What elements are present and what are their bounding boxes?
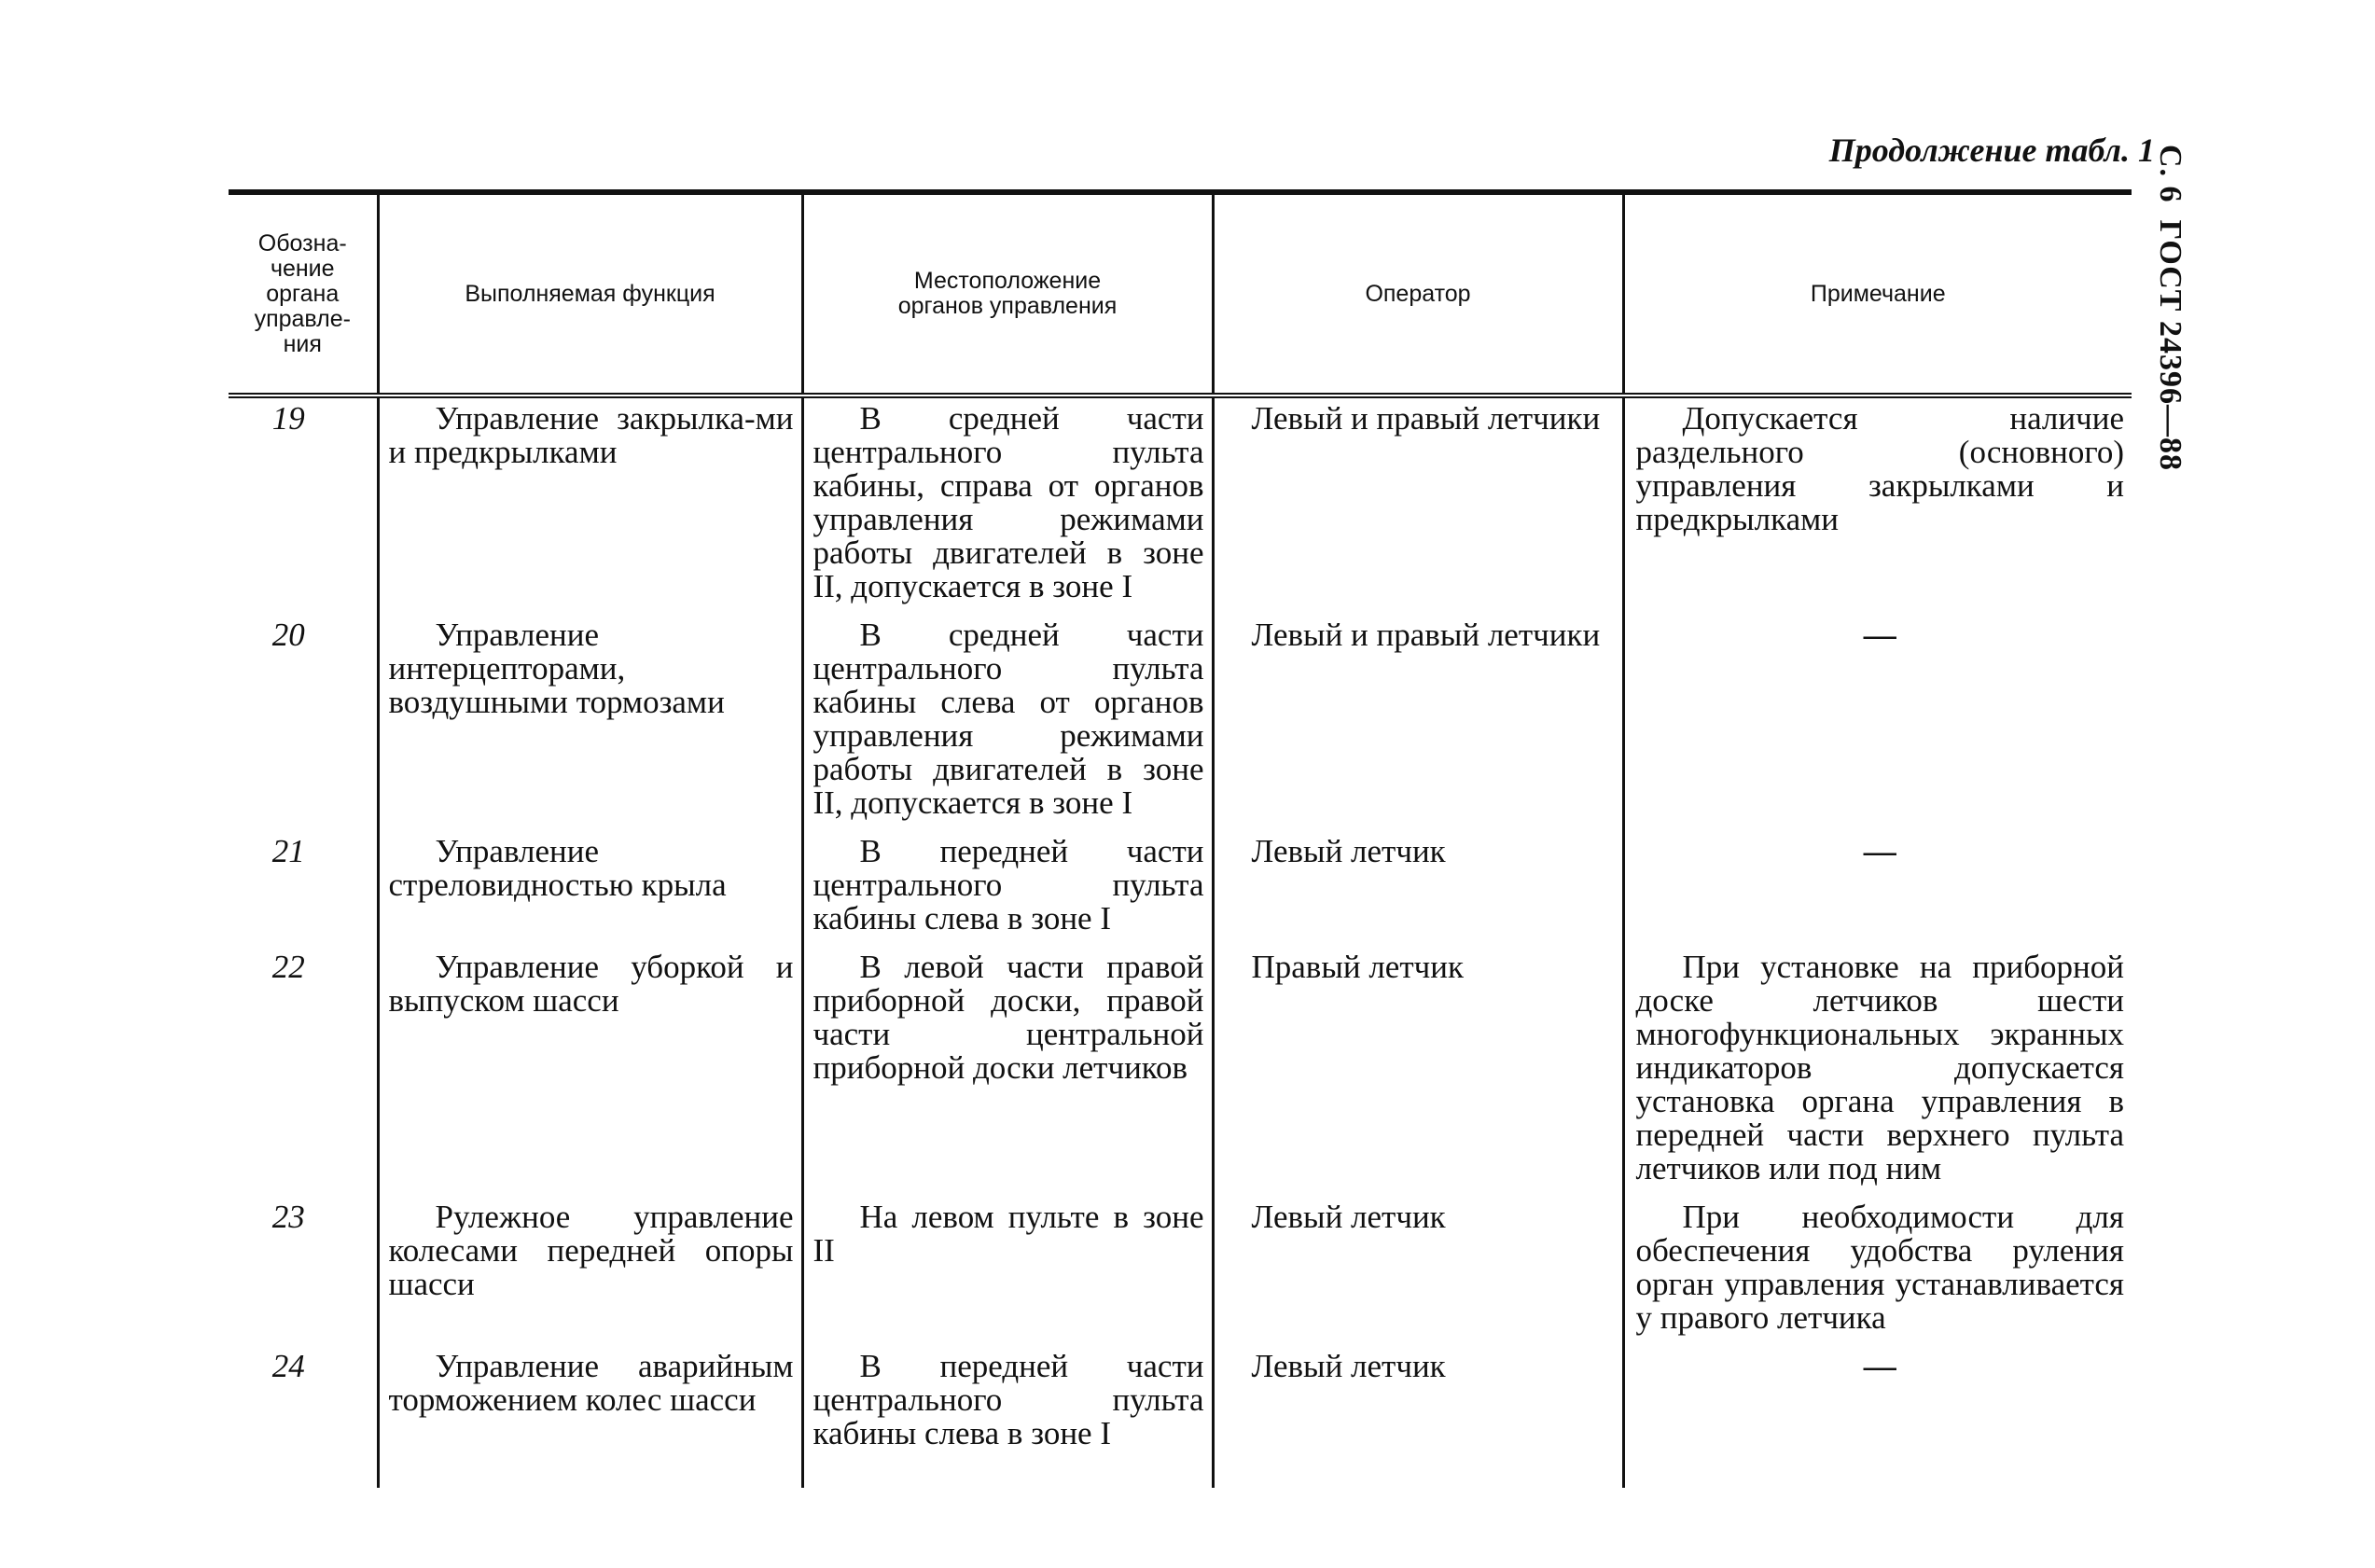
cell-function: Управление аварийным торможением колес шасси bbox=[378, 1346, 802, 1488]
page-number: С. 6 bbox=[2153, 145, 2188, 203]
cell-function: Управление закрылка-ми и предкрылками bbox=[378, 395, 802, 615]
cell-operator: Левый и правый летчики bbox=[1213, 395, 1623, 615]
empty-dash: — bbox=[1863, 617, 1896, 653]
cell-operator: Левый и правый летчики bbox=[1213, 615, 1623, 831]
cell-operator: Левый летчик bbox=[1213, 1346, 1623, 1488]
cell-function: Управление стреловидностью крыла bbox=[378, 831, 802, 947]
cell-location: В передней части центрального пульта кабины слева в зоне I bbox=[802, 1346, 1213, 1488]
table-caption: Продолжение табл. 1 bbox=[1828, 132, 2155, 169]
cell-function: Рулежное управление колесами передней опоры шасси bbox=[378, 1197, 802, 1346]
cell-location: В средней части центрального пульта кабины, справа от органов управления режимами работы двигателей в зоне II, допускается в зоне I bbox=[802, 395, 1213, 615]
cell-num: 24 bbox=[271, 1348, 305, 1384]
cell-location: В передней части центрального пульта кабины слева в зоне I bbox=[802, 831, 1213, 947]
cell-function: Управление интерцепторами, воздушными тормозами bbox=[378, 615, 802, 831]
cell-num: 23 bbox=[271, 1199, 305, 1235]
cell-note bbox=[1623, 831, 2132, 947]
column-header-function: Выполняемая функция bbox=[378, 192, 802, 395]
cell-function: Управление уборкой и выпуском шасси bbox=[378, 947, 802, 1197]
cell-num: 20 bbox=[271, 617, 305, 653]
empty-dash: — bbox=[1863, 833, 1896, 869]
cell-num: 22 bbox=[271, 949, 305, 985]
table-row bbox=[229, 615, 2132, 831]
cell-note: Допускается наличие раздельного (основного) управления закрылками и предкрылками bbox=[1623, 395, 2132, 615]
cell-note bbox=[1623, 615, 2132, 831]
cell-note: При установке на приборной доске летчиков шести многофункциональных экранных индикаторов допускается установка органа управления в передней части верхнего пульта летчиков или под ним bbox=[1623, 947, 2132, 1197]
cell-location: В средней части центрального пульта кабины слева от органов управления режимами работы двигателей в зоне II, допускается в зоне I bbox=[802, 615, 1213, 831]
cell-operator: Левый летчик bbox=[1213, 831, 1623, 947]
cell-operator: Правый летчик bbox=[1213, 947, 1623, 1197]
table-row bbox=[229, 1197, 2132, 1346]
table-row bbox=[229, 395, 2132, 615]
column-header-designation: Обозна- чение органа управле- ния bbox=[229, 192, 378, 395]
column-header-location: Местоположение органов управления bbox=[802, 192, 1213, 395]
table-row bbox=[229, 947, 2132, 1197]
standard-number: ГОСТ 24396—88 bbox=[2153, 219, 2188, 471]
cell-num: 19 bbox=[271, 400, 305, 437]
cell-note: При необходимости для обеспечения удобства руления орган управления устанавливается у правого летчика bbox=[1623, 1197, 2132, 1346]
page-header-vertical bbox=[2152, 145, 2188, 471]
cell-location: На левом пульте в зоне II bbox=[802, 1197, 1213, 1346]
cell-num: 21 bbox=[271, 833, 305, 869]
table-header-row bbox=[229, 192, 2132, 395]
column-header-operator: Оператор bbox=[1213, 192, 1623, 395]
cell-operator: Левый летчик bbox=[1213, 1197, 1623, 1346]
table-row bbox=[229, 1346, 2132, 1488]
column-header-note: Примечание bbox=[1623, 192, 2132, 395]
cell-location: В левой части правой приборной доски, правой части центральной приборной доски летчиков bbox=[802, 947, 1213, 1197]
requirements-table bbox=[229, 189, 2132, 1488]
empty-dash: — bbox=[1863, 1348, 1896, 1384]
cell-note bbox=[1623, 1346, 2132, 1488]
table-row bbox=[229, 831, 2132, 947]
